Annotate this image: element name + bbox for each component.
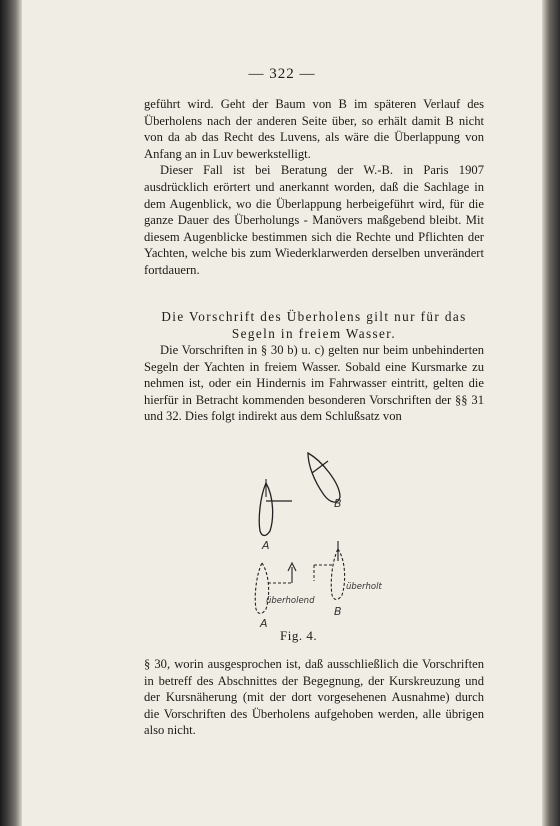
section-heading: Die Vorschrift des Überholens gilt nur für das Segeln in freiem Wasser.: [161, 309, 467, 341]
book-spine-shadow: [0, 0, 22, 826]
label-a-top: A: [262, 539, 270, 552]
label-b-top: B: [334, 497, 342, 510]
figure-caption: Fig. 4.: [280, 628, 318, 643]
text-section-top: [144, 96, 484, 279]
paragraph-1: geführt wird. Geht der Baum von B im späteren Verlauf des Überholens nach der anderen Seite über, so erhält damit B nicht von da ab das Recht des Luvens, als wäre die Überlappung von Anfang an in Luv bewerkstelligt.: [144, 97, 484, 161]
yacht-b-hull: [308, 453, 340, 502]
label-b-bottom: B: [334, 605, 342, 618]
paragraph-4: § 30, worin ausgesprochen ist, daß ausschließlich die Vorschriften in betreff des Abschnittes der Begegnung, der Kurskreuzung und der Kursnäherung (mit der dort vorgesehenen Ausnahme) durch die Vorschriften des Überholens aufgehoben werden, alle übrigen also nicht.: [144, 657, 484, 738]
text-section-middle: [144, 342, 484, 425]
page-edge-shadow: [542, 0, 560, 826]
label-ueberholt: überholt: [346, 582, 382, 592]
label-ueberholend: überholend: [266, 596, 315, 606]
paragraph-2: Dieser Fall ist bei Beratung der W.-B. in Paris 1907 ausdrücklich erörtert und anerkannt worden, daß die Sachlage in dem Augenblick, wo die Überlappung herbeigeführt wird, für die ganze Dauer des Überholungs - Manövers maßgebend bleibt. Mit diesem Augenblicke bestimmen sich die Rechte und Pflichten der Yachten, welche bis zum Wiederklarwerden derselben unverändert fortdauern.: [144, 163, 484, 277]
label-a-bottom: A: [260, 617, 268, 630]
fig-4-diagram: [230, 445, 420, 630]
page-number: — 322 —: [248, 66, 316, 82]
text-section-bottom: [144, 656, 484, 739]
paragraph-3: Die Vorschriften in § 30 b) u. c) gelten nur beim unbehinderten Segeln der Yachten in freiem Wasser. Sobald eine Kursmarke zu nehmen ist, oder ein Hindernis im Fahrwasser eintritt, gelten die hierfür in Betracht kommenden besonderen Vorschriften der §§ 31 und 32. Dies folgt indirekt aus dem Schlußsatz von: [144, 343, 484, 424]
